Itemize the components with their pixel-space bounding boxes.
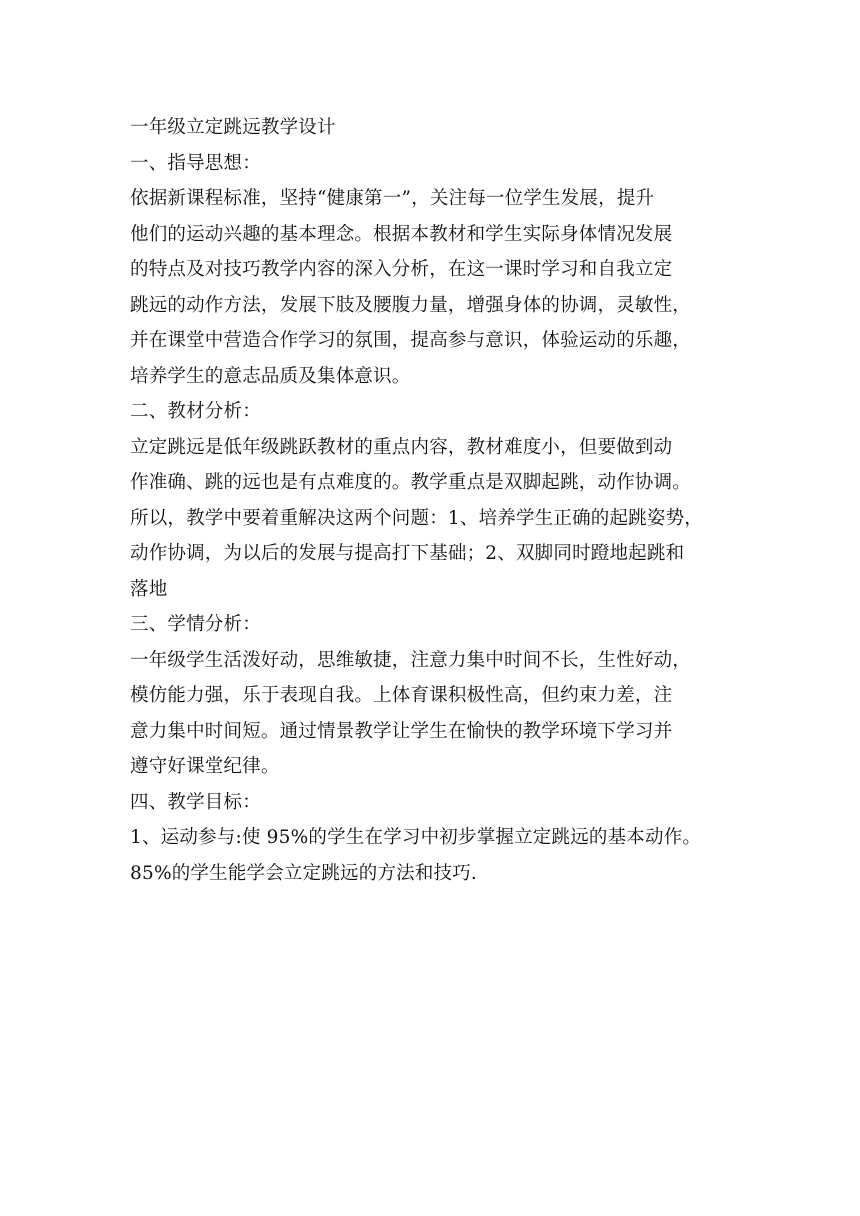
text-line: 一年级学生活泼好动，思维敏捷，注意力集中时间不长，生性好动， bbox=[130, 649, 692, 671]
section-body-material-analysis bbox=[130, 430, 745, 608]
text-line: 依据新课程标准，坚持“健康第一”，关注每一位学生发展，提升 bbox=[130, 188, 655, 209]
text-line: 的特点及对技巧教学内容的深入分析，在这一课时学习和自我立定 bbox=[130, 259, 673, 280]
section-heading-teaching-objectives: 四、教学目标： bbox=[130, 791, 261, 813]
section-body-learner-analysis bbox=[130, 643, 745, 785]
section-heading-guiding-ideology: 一、指导思想： bbox=[130, 152, 261, 174]
text-line: 所以，教学中要着重解决这两个问题：1、培养学生正确的起跳姿势， bbox=[130, 507, 703, 529]
text-line: 培养学生的意志品质及集体意识。 bbox=[130, 365, 411, 387]
text-line: 85%的学生能学会立定跳远的方法和技巧. bbox=[130, 862, 478, 884]
section-heading-material-analysis: 二、教材分析： bbox=[130, 401, 261, 422]
document-title: 一年级立定跳远教学设计 bbox=[130, 117, 336, 138]
text-line: 作准确、跳的远也是有点难度的。教学重点是双脚起跳，动作协调。 bbox=[130, 472, 692, 493]
section-heading-learner-analysis: 三、学情分析： bbox=[130, 614, 261, 635]
text-line: 1、运动参与:使 95%的学生在学习中初步掌握立定跳远的基本动作。 bbox=[130, 827, 702, 848]
text-line: 落地 bbox=[130, 578, 168, 600]
document-page bbox=[130, 110, 745, 891]
text-line: 他们的运动兴趣的基本理念。根据本教材和学生实际身体情况发展 bbox=[130, 223, 673, 245]
section-body-teaching-objectives bbox=[130, 820, 745, 891]
text-line: 立定跳远是低年级跳跃教材的重点内容，教材难度小，但要做到动 bbox=[130, 436, 673, 458]
text-line: 跳远的动作方法，发展下肢及腰腹力量，增强身体的协调，灵敏性， bbox=[130, 294, 692, 316]
text-line: 动作协调，为以后的发展与提高打下基础；2、双脚同时蹬地起跳和 bbox=[130, 543, 685, 564]
text-line: 意力集中时间短。通过情景教学让学生在愉快的教学环境下学习并 bbox=[130, 720, 673, 742]
section-body-guiding-ideology bbox=[130, 181, 745, 394]
text-line: 并在课堂中营造合作学习的氛围，提高参与意识，体验运动的乐趣， bbox=[130, 330, 692, 351]
text-line: 模仿能力强，乐于表现自我。上体育课积极性高，但约束力差，注 bbox=[130, 685, 673, 706]
text-line: 遵守好课堂纪律。 bbox=[130, 756, 280, 777]
